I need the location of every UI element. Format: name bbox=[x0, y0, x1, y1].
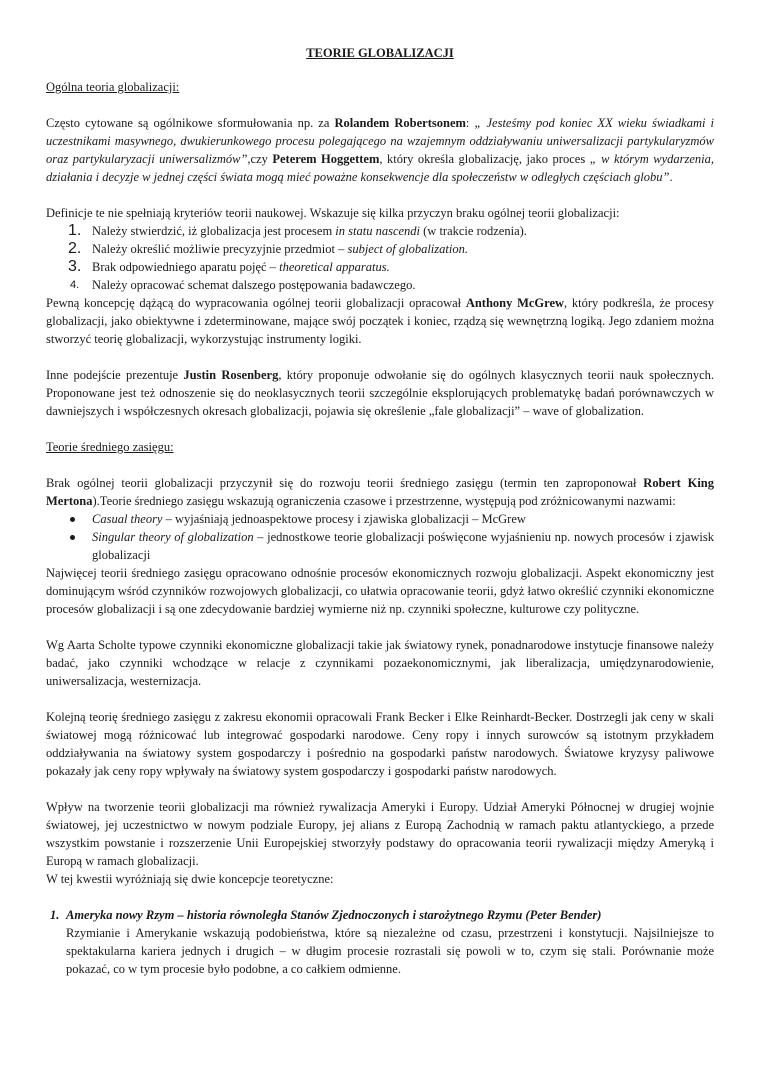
list-text: (w trakcie rodzenia). bbox=[420, 224, 527, 238]
text-run: , który podkreśla, że procesy globalizacji, jako obiektywne i zdeterminowane, mające swój początek i koniec, rządzą się wewnętrzną logiką. Jego zdaniem można stworzyć teorię globalizacji, wykorzystując instrumenty logiki. bbox=[46, 296, 714, 346]
theory-types-list bbox=[46, 510, 714, 564]
text-run: Brak ogólnej teorii globalizacji przyczynił się do rozwoju teorii średniego zasięgu (termin ten zaproponował bbox=[46, 476, 644, 490]
paragraph-becker: Kolejną teorię średniego zasięgu z zakresu ekonomii opracowali Frank Becker i Elke Reinhardt-Becker. Dostrzegli jak ceny w skali światowej mogą różnicować lub integrować gospodarki narodowe. Ceny ropy i innych surowców są istotnym przykładem oddziaływania na światowy system gospodarczy i pośrednio na gospodarki państw narodowych. Światowe kryzysy paliwowe pokazały jak ceny ropy wpływały na światowy system gospodarczy i gospodarki państw narodowych. bbox=[46, 710, 714, 778]
bullet-text: – wyjaśniają jednoaspektowe procesy i zjawiska globalizacji – McGrew bbox=[162, 512, 526, 526]
concept-body: Rzymianie i Amerykanie wskazują podobieństwa, które są niezależne od czasu, przestrzeni i konstytucji. Najsilniejsze to spektakularna kariera jednych i drugich – w długim procesie rozrastali się powoli w to, czym się stali. Porównanie może pokazać, co w tym procesie było podobne, a co całkiem odmienne. bbox=[66, 926, 714, 976]
bullet-dot-icon bbox=[70, 535, 75, 540]
text-run: , który określa globalizację, jako proces bbox=[379, 152, 590, 166]
name-rosenberg: Justin Rosenberg bbox=[183, 368, 279, 382]
text-run: ,czy bbox=[247, 152, 273, 166]
text-run: . bbox=[669, 170, 673, 184]
bullet-item bbox=[46, 528, 714, 564]
name-hoggett: Peterem Hoggettem bbox=[272, 152, 380, 166]
paragraph-mcgrew bbox=[46, 294, 714, 348]
bullet-dot-icon bbox=[70, 517, 75, 522]
list-item bbox=[46, 258, 714, 276]
list-number: 3. bbox=[68, 258, 82, 275]
list-number: 4. bbox=[70, 279, 80, 291]
text-run: : bbox=[465, 116, 475, 130]
list-number: 2. bbox=[68, 240, 82, 257]
list-text: Brak odpowiedniego aparatu pojęć – bbox=[92, 260, 280, 274]
paragraph-scholte: Wg Aarta Scholte typowe czynniki ekonomiczne globalizacji takie jak światowy rynek, ponadnarodowe instytucje finansowe należy badać, jako czynniki wchodzące w relacje z czynnikami pozaekonomicznymi, jak liberalizacja, umiędzynarodowienie, uniwersalizacja, westernizacja. bbox=[46, 638, 714, 688]
reasons-list bbox=[46, 222, 714, 294]
paragraph-intro bbox=[46, 114, 714, 186]
paragraph-rosenberg bbox=[46, 366, 714, 420]
list-italic: in statu nascendi bbox=[335, 224, 421, 238]
list-number: 1. bbox=[68, 222, 82, 239]
list-text: Należy określić możliwie precyzyjnie przedmiot – bbox=[92, 242, 348, 256]
concept-title bbox=[66, 906, 714, 924]
text-run: Inne podejście prezentuje bbox=[46, 368, 184, 382]
section-heading-general-theory: Ogólna teoria globalizacji: bbox=[46, 80, 180, 94]
list-item bbox=[46, 222, 714, 240]
concept-title-text: Ameryka nowy Rzym – historia równoległa Stanów Zjednoczonych i starożytnego Rzymu (Peter Bender) bbox=[66, 908, 602, 922]
list-text: Należy stwierdzić, iż globalizacja jest procesem bbox=[92, 224, 336, 238]
name-merton: Robert King Mertona bbox=[46, 476, 714, 508]
quote-hoggett: „ w którym wydarzenia, działania i decyzje w jednej części świata mogą mieć poważne konsekwencje dla społeczeństw w odległych częściach globu” bbox=[46, 152, 714, 184]
section-heading-middle-range: Teorie średniego zasięgu: bbox=[46, 440, 174, 454]
paragraph-economic: Najwięcej teorii średniego zasięgu opracowano odnośnie procesów ekonomicznych rozwoju globalizacji. Aspekt ekonomiczny jest dominującym wśród czynników rozwojowych globalizacji, co ułatwia opracowanie teorii, gdyż łatwo określić czynniki ekonomiczne procesów globalizacji i są one zdecydowanie bardziej wymierne niż np. czynniki społeczne, kulturowe czy polityczne. bbox=[46, 566, 714, 616]
list-item bbox=[46, 240, 714, 258]
text-run: ).Teorie średniego zasięgu wskazują ograniczenia czasowe i przestrzenne, występują pod zróżnicowanymi nazwami: bbox=[92, 494, 676, 508]
page-title: TEORIE GLOBALIZACJI bbox=[306, 46, 454, 60]
concept-number: 1. bbox=[50, 908, 60, 922]
bullet-term: Casual theory bbox=[92, 512, 163, 526]
text-run: Często cytowane są ogólnikowe sformułowania np. za bbox=[46, 116, 335, 130]
name-mcgrew: Anthony McGrew bbox=[465, 296, 565, 310]
paragraph-rivalry: Wpływ na tworzenie teorii globalizacji ma również rywalizacja Ameryki i Europy. Udział Ameryki Północnej w drugiej wojnie światowej, jej uczestnictwo w nowym podziale Europy, jej alians z Europą Zachodnią w ramach paktu atlantyckiego, a przede wszystkim powstanie i rozszerzenie Unii Europejskiej stworzyły podstawy do opracowania teorii rywalizacji między Ameryką i Europą w ramach globalizacji. bbox=[46, 800, 714, 868]
paragraph-concepts: W tej kwestii wyróżniają się dwie koncepcje teoretyczne: bbox=[46, 872, 334, 886]
bullet-term: Singular theory of globalization bbox=[92, 530, 254, 544]
name-robertson: Rolandem Robertsonem bbox=[334, 116, 466, 130]
list-item bbox=[46, 276, 714, 294]
concept-1 bbox=[46, 906, 714, 978]
list-italic: theoretical apparatus. bbox=[279, 260, 390, 274]
bullet-text: – jednostkowe teorie globalizacji poświęcone wyjaśnieniu np. nowych procesów i zjawisk globalizacji bbox=[92, 530, 714, 562]
paragraph-definitions: Definicje te nie spełniają kryteriów teorii naukowej. Wskazuje się kilka przyczyn braku ogólnej teorii globalizacji: bbox=[46, 206, 620, 220]
text-run: , który proponuje odwołanie się do ogólnych klasycznych teorii nauk społecznych. Proponowane jest też odnoszenie się do neoklasycznych teorii szczególnie eksplorujących problematykę badań porównawczych w dawniejszych i współczesnych okresach globalizacji, pojawia się określenie „fale globalizacji” – wave of globalization. bbox=[46, 368, 715, 418]
quote-robertson: „ Jesteśmy pod koniec XX wieku świadkami i uczestnikami masywnego, dwukierunkowego procesu polegającego na wzajemnym oddziaływaniu uniwersalizacji partykularyzmów oraz partykularyzacji uniwersalizmów” bbox=[46, 116, 714, 166]
text-run: Pewną koncepcję dążącą do wypracowania ogólnej teorii globalizacji opracował bbox=[46, 296, 466, 310]
list-italic: subject of globalization. bbox=[347, 242, 468, 256]
bullet-item bbox=[46, 510, 714, 528]
list-text: Należy opracować schemat dalszego postępowania badawczego. bbox=[92, 278, 416, 292]
paragraph-merton bbox=[46, 474, 714, 510]
document-page bbox=[46, 44, 714, 978]
